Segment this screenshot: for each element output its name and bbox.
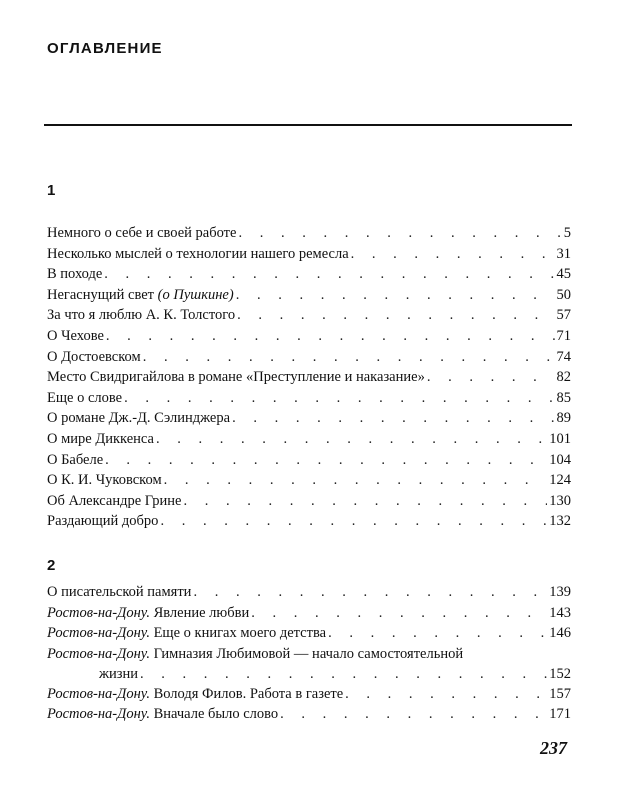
- entry-page: 82: [556, 369, 571, 386]
- dot-leader: [251, 603, 547, 624]
- toc-entry[interactable]: [47, 429, 571, 450]
- dot-leader: [156, 429, 547, 450]
- entry-title: Ростов-на-Дону. Вначале было слово: [47, 706, 279, 723]
- entry-title: О Чехове: [47, 327, 104, 344]
- toc-entry[interactable]: [47, 244, 571, 265]
- entry-page: 157: [549, 685, 571, 702]
- toc-entry[interactable]: [47, 347, 571, 368]
- entry-page: 50: [556, 286, 571, 303]
- section-number-2: 2: [47, 557, 56, 574]
- toc-entry[interactable]: [47, 264, 571, 285]
- toc-section-1: [47, 223, 571, 532]
- entry-page: 45: [556, 266, 571, 283]
- dot-leader: [164, 470, 548, 491]
- toc-section-2: [47, 582, 571, 725]
- dot-leader: [328, 623, 547, 644]
- entry-title: О романе Дж.-Д. Сэлинджера: [47, 410, 231, 427]
- page-number: 237: [540, 738, 567, 758]
- entry-page: 152: [549, 665, 571, 682]
- entry-title: О мире Диккенса: [47, 430, 154, 447]
- dot-leader: [427, 367, 555, 388]
- toc-entry[interactable]: [47, 623, 571, 644]
- toc-entry[interactable]: [47, 470, 571, 491]
- toc-entry[interactable]: [47, 704, 571, 725]
- toc-entry[interactable]: [47, 388, 571, 409]
- entry-page: 132: [549, 513, 571, 530]
- entry-page: 104: [549, 451, 571, 468]
- entry-page: 171: [549, 706, 571, 723]
- entry-title: О Достоевском: [47, 348, 141, 365]
- toc-entry[interactable]: [47, 408, 571, 429]
- toc-entry[interactable]: [47, 450, 571, 471]
- dot-leader: [105, 450, 547, 471]
- entry-title: Негаснущий свет (о Пушкине): [47, 286, 234, 303]
- entry-page: 5: [563, 225, 571, 241]
- dot-leader: [140, 664, 547, 684]
- entry-place-italic: Ростов-на-Дону.: [47, 685, 150, 702]
- toc-entry[interactable]: [47, 305, 571, 326]
- dot-leader: [236, 285, 555, 306]
- toc-entry[interactable]: [47, 603, 571, 624]
- entry-title: Раздающий добро: [47, 513, 159, 530]
- entry-title-continuation: жизни: [99, 665, 139, 682]
- toc-entry[interactable]: [47, 223, 571, 244]
- entry-title: Ростов-на-Дону. Володя Филов. Работа в газете: [47, 685, 344, 702]
- dot-leader: [193, 582, 547, 603]
- entry-title: Ростов-на-Дону. Явление любви: [47, 604, 250, 621]
- entry-title: Ростов-на-Дону. Гимназия Любимовой — начало самостоятельной: [47, 645, 464, 662]
- entry-page: 31: [556, 245, 571, 262]
- section-number-1: 1: [47, 182, 56, 199]
- dot-leader: [280, 704, 547, 725]
- entry-title: О Бабеле: [47, 451, 104, 468]
- toc-entry[interactable]: [47, 367, 571, 388]
- entry-title: Об Александре Грине: [47, 492, 182, 509]
- entry-title: Несколько мыслей о технологии нашего ремесла: [47, 245, 349, 262]
- toc-entry[interactable]: [47, 644, 571, 684]
- dot-leader: [238, 223, 561, 244]
- dot-leader: [345, 684, 547, 705]
- dot-leader: [351, 244, 555, 265]
- entry-place-italic: Ростов-на-Дону.: [47, 645, 150, 662]
- entry-place-italic: Ростов-на-Дону.: [47, 604, 150, 621]
- toc-entry[interactable]: [47, 684, 571, 705]
- entry-title: О писательской памяти: [47, 584, 192, 600]
- entry-title: Немного о себе и своей работе: [47, 225, 237, 241]
- entry-title: О К. И. Чуковском: [47, 472, 162, 489]
- toc-entry[interactable]: [47, 582, 571, 603]
- toc-entry[interactable]: [47, 511, 571, 532]
- entry-page: 85: [556, 389, 571, 406]
- entry-title: Еще о слове: [47, 389, 123, 406]
- entry-title: В походе: [47, 266, 103, 283]
- entry-place-italic: Ростов-на-Дону.: [47, 625, 150, 642]
- dot-leader: [143, 347, 555, 368]
- dot-leader: [232, 408, 554, 429]
- dot-leader: [237, 305, 554, 326]
- dot-leader: [106, 326, 555, 347]
- toc-entry[interactable]: [47, 326, 571, 347]
- entry-page: 57: [556, 307, 571, 324]
- toc-entry[interactable]: [47, 285, 571, 306]
- toc-heading: ОГЛАВЛЕНИЕ: [47, 40, 163, 57]
- entry-page: 124: [549, 472, 571, 489]
- entry-page: 130: [549, 492, 571, 509]
- entry-title: За что я люблю А. К. Толстого: [47, 307, 236, 324]
- dot-leader: [160, 511, 547, 532]
- entry-page: 89: [556, 410, 571, 427]
- entry-place-italic: Ростов-на-Дону.: [47, 706, 150, 723]
- heading-rule: [44, 124, 572, 126]
- entry-title-italic: (о Пушкине): [157, 286, 234, 303]
- entry-title: Ростов-на-Дону. Еще о книгах моего детства: [47, 625, 327, 642]
- dot-leader: [183, 491, 547, 512]
- entry-page: 139: [549, 584, 571, 600]
- dot-leader: [104, 264, 554, 285]
- entry-page: 101: [549, 430, 571, 447]
- entry-page: 143: [549, 604, 571, 621]
- entry-page: 146: [549, 625, 571, 642]
- entry-page: 71: [556, 327, 571, 344]
- entry-page: 74: [556, 348, 571, 365]
- entry-title: Место Свидригайлова в романе «Преступление и наказание»: [47, 369, 425, 386]
- toc-entry[interactable]: [47, 491, 571, 512]
- dot-leader: [124, 388, 554, 409]
